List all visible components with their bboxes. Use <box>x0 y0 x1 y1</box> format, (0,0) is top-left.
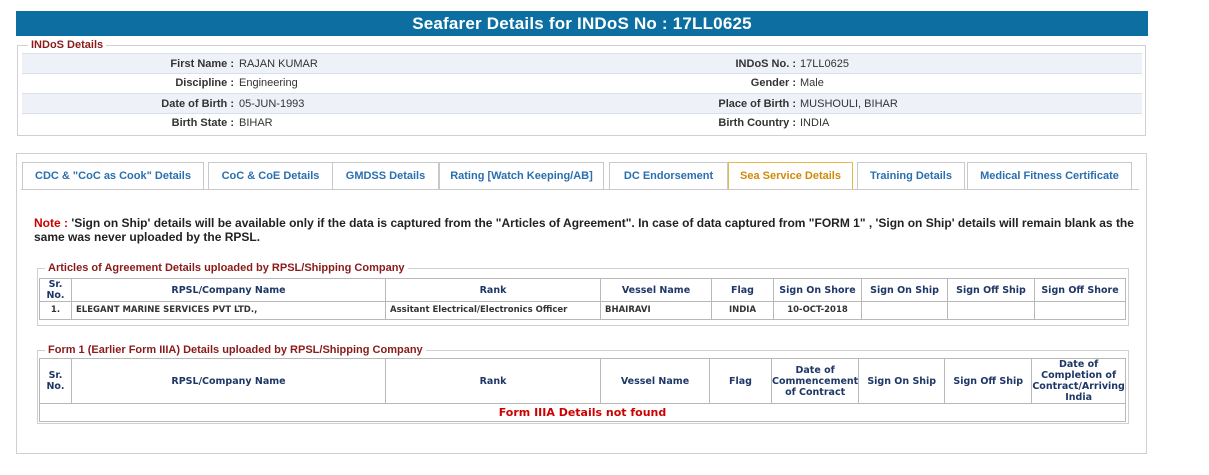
tab-coc-coe[interactable]: CoC & CoE Details <box>208 162 333 190</box>
col-sr-no: Sr. No. <box>40 359 72 404</box>
place-of-birth-label: Place of Birth : <box>718 98 796 110</box>
col-sign-on-ship: Sign On Ship <box>862 279 948 302</box>
first-name-label: First Name : <box>170 58 234 70</box>
form1-table <box>39 358 1126 422</box>
col-company-name: RPSL/Company Name <box>72 279 386 302</box>
tab-medical-fitness[interactable]: Medical Fitness Certificate <box>967 162 1132 190</box>
cell-sr-no: 1. <box>40 302 72 320</box>
not-found-message: Form IIIA Details not found <box>40 404 1126 422</box>
col-sr-no: Sr. No. <box>40 279 72 302</box>
gender-label: Gender : <box>750 77 796 89</box>
discipline-label: Discipline : <box>175 77 234 89</box>
col-vessel-name: Vessel Name <box>601 279 712 302</box>
tab-gmdss[interactable]: GMDSS Details <box>332 162 439 190</box>
col-date-completion: Date of Completion of Contract/Arriving India <box>1032 359 1125 403</box>
cell-flag: INDIA <box>712 302 774 320</box>
cell-sign-on-shore: 10-OCT-2018 <box>774 302 862 320</box>
col-sign-on-shore: Sign On Shore <box>774 279 862 302</box>
indos-no-value: 17LL0625 <box>800 58 849 70</box>
birth-country-value: INDIA <box>800 117 830 129</box>
note-body: 'Sign on Ship' details will be available only if the data is captured from the "Articles of Agreement". In case of data captured from "FORM 1" , 'Sign on Ship' details will remain blank as the same was never uploaded by the RPSL. <box>34 216 1134 244</box>
col-date-commencement: Date of Commencement of Contract <box>772 359 859 404</box>
tab-rating-watch-keeping[interactable]: Rating [Watch Keeping/AB] <box>439 162 604 190</box>
form1-legend: Form 1 (Earlier Form IIIA) Details uploaded by RPSL/Shipping Company <box>45 344 426 357</box>
col-sign-off-ship: Sign Off Ship <box>945 359 1032 404</box>
articles-table <box>39 278 1126 320</box>
col-rank: Rank <box>386 359 601 404</box>
note-prefix: Note : <box>34 216 68 230</box>
place-of-birth-value: MUSHOULI, BIHAR <box>800 98 898 110</box>
cell-vessel-name: BHAIRAVI <box>601 302 712 320</box>
tab-divider <box>21 189 1139 190</box>
first-name-value: RAJAN KUMAR <box>239 58 318 70</box>
col-sign-off-ship: Sign Off Ship <box>948 279 1035 302</box>
articles-section <box>37 262 1129 326</box>
cell-company-name: ELEGANT MARINE SERVICES PVT LTD., <box>72 302 386 320</box>
birth-state-value: BIHAR <box>239 117 273 129</box>
indos-details-legend: INDoS Details <box>28 39 106 52</box>
col-flag: Flag <box>712 279 774 302</box>
cell-sign-off-ship <box>948 302 1035 320</box>
indos-no-label: INDoS No. : <box>735 58 796 70</box>
birth-state-label: Birth State : <box>171 117 234 129</box>
col-company-name: RPSL/Company Name <box>72 359 386 404</box>
dob-label: Date of Birth : <box>161 98 234 110</box>
gender-value: Male <box>800 77 824 89</box>
col-flag: Flag <box>710 359 772 404</box>
indos-row <box>22 53 1142 74</box>
tab-cdc-coc-cook[interactable]: CDC & "CoC as Cook" Details <box>22 162 204 190</box>
indos-row <box>22 93 1142 114</box>
col-rank: Rank <box>386 279 601 302</box>
birth-country-label: Birth Country : <box>718 117 796 129</box>
tab-training[interactable]: Training Details <box>857 162 965 190</box>
indos-row <box>22 113 1142 133</box>
col-sign-on-ship: Sign On Ship <box>859 359 945 404</box>
col-vessel-name: Vessel Name <box>601 359 710 404</box>
note-text <box>34 216 1134 244</box>
tabs-section <box>16 153 1147 454</box>
page-title: Seafarer Details for INDoS No : 17LL0625 <box>16 11 1148 36</box>
articles-legend: Articles of Agreement Details uploaded by RPSL/Shipping Company <box>45 262 408 275</box>
cell-rank: Assitant Electrical/Electronics Officer <box>386 302 601 320</box>
tab-dc-endorsement[interactable]: DC Endorsement <box>609 162 728 190</box>
table-row <box>40 404 1126 422</box>
dob-value: 05-JUN-1993 <box>239 98 305 110</box>
cell-sign-off-shore <box>1035 302 1126 320</box>
col-sign-off-shore: Sign Off Shore <box>1035 279 1126 302</box>
form1-section <box>37 344 1129 424</box>
table-row <box>40 302 1126 320</box>
indos-row <box>22 73 1142 93</box>
tab-sea-service[interactable]: Sea Service Details <box>728 162 853 190</box>
discipline-value: Engineering <box>239 77 298 89</box>
form1-header-row <box>40 359 1126 404</box>
cell-sign-on-ship <box>862 302 948 320</box>
articles-header-row <box>40 279 1126 302</box>
indos-details-section <box>17 39 1146 136</box>
